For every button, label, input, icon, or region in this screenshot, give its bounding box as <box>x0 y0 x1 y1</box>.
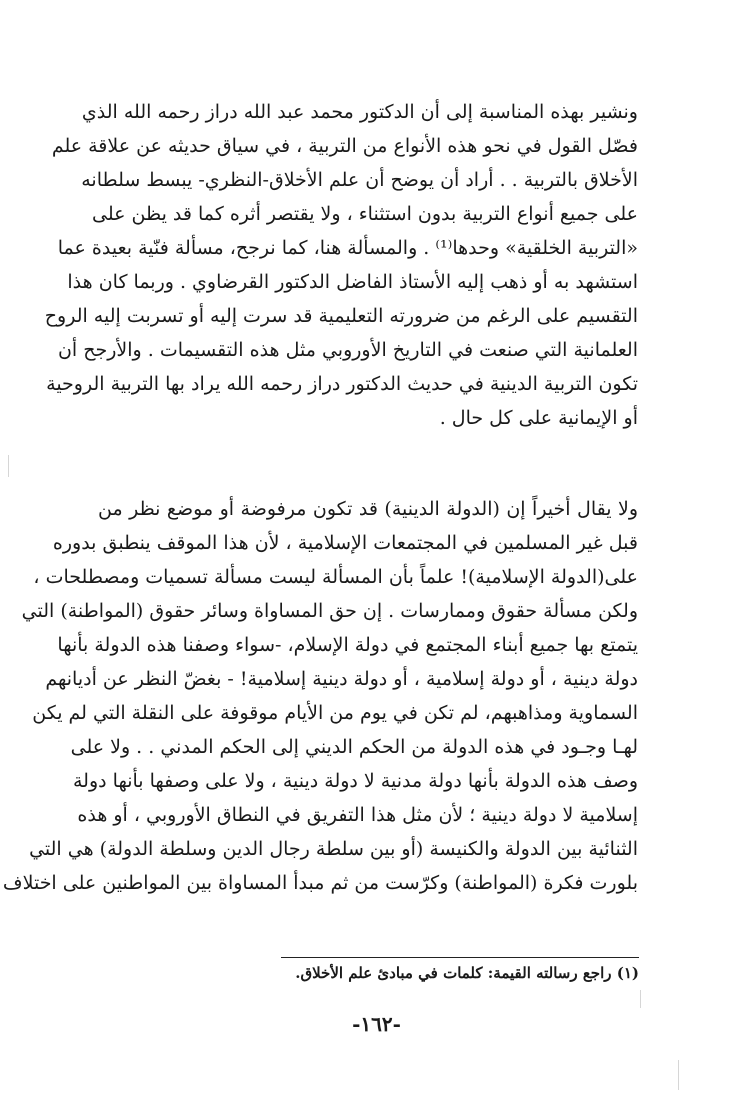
text-line: يتمتع بها جميع أبناء المجتمع في دولة الإسلام، -سواء وصفنا هذه الدولة بأنها <box>57 634 638 656</box>
text-line: ولكن مسألة حقوق وممارسات . إن حق المساواة وسائر حقوق (المواطنة) التي <box>21 600 638 622</box>
text-line: إسلامية لا دولة دينية ؛ لأن مثل هذا التفريق في النطاق الأوروبي ، أو هذه <box>77 804 638 826</box>
text-line: أو الإيمانية على كل حال . <box>439 407 638 429</box>
text-line: الأخلاق بالتربية . . أراد أن يوضح أن علم الأخلاق-النظري- يبسط سلطانه <box>81 169 638 191</box>
paragraph-1 <box>44 95 638 435</box>
text-line: التقسيم على الرغم من ضرورته التعليمية قد سرت إليه أو تسربت إليه الروح <box>44 305 638 327</box>
text-line: على(الدولة الإسلامية)! علماً بأن المسألة ليست مسألة تسميات ومصطلحات ، <box>33 566 638 588</box>
text-line: بلورت فكرة (المواطنة) وكرّست من ثم مبدأ المساواة بين المواطنين على اختلاف <box>2 872 638 894</box>
text-line: تكون التربية الدينية في حديث الدكتور دراز رحمه الله يراد بها التربية الروحية <box>46 373 638 395</box>
scan-margin-mark <box>640 990 641 1008</box>
scan-margin-mark <box>678 1060 679 1090</box>
text-line: دولة دينية ، أو دولة إسلامية ، أو دولة دينية إسلامية! - بغضّ النظر عن أديانهم <box>45 668 638 690</box>
text-line: الثنائية بين الدولة والكنيسة (أو بين سلطة رجال الدين وسلطة الدولة) هي التي <box>29 838 638 860</box>
text-line: ولا يقال أخيراً إن (الدولة الدينية) قد تكون مرفوضة أو موضع نظر من <box>98 498 638 520</box>
text-line: على جميع أنواع التربية بدون استثناء ، ولا يقتصر أثره كما قد يظن على <box>92 203 638 225</box>
text-line: ونشير بهذه المناسبة إلى أن الدكتور محمد عبد الله دراز رحمه الله الذي <box>81 101 638 123</box>
page-number: -١٦٢- <box>352 1012 401 1036</box>
text-line: فصّل القول في نحو هذه الأنواع من التربية ، في سياق حديثه عن علاقة علم <box>51 135 638 157</box>
text-line: «التربية الخلقية» وحدها⁽¹⁾ . والمسألة هنا، كما نرجح، مسألة فنّية بعيدة عما <box>57 237 638 259</box>
text-line: العلمانية التي صنعت في التاريخ الأوروبي مثل هذه التقسيمات . والأرجح أن <box>57 339 638 361</box>
paragraph-2 <box>2 492 638 900</box>
text-line: استشهد به أو ذهب إليه الأستاذ الفاضل الدكتور القرضاوي . وربما كان هذا <box>67 271 638 293</box>
text-line: السماوية ومذاهبهم، لم تكن في يوم من الأيام موقوفة على النقلة التي لم يكن <box>32 702 638 724</box>
footnote-divider <box>281 957 639 958</box>
text-line: وصف هذه الدولة بأنها دولة مدنية لا دولة دينية ، ولا على وصفها بأنها دولة <box>73 770 638 792</box>
text-line: قبل غير المسلمين في المجتمعات الإسلامية ، لأن هذا الموقف ينطبق بدوره <box>52 532 638 554</box>
scan-margin-mark <box>8 455 9 477</box>
footnote: (١) راجع رسالته القيمة: كلمات في مبادئ علم الأخلاق. <box>295 964 639 982</box>
text-line: لهـا وجـود في هذه الدولة من الحكم الديني إلى الحكم المدني . . ولا على <box>70 736 638 758</box>
